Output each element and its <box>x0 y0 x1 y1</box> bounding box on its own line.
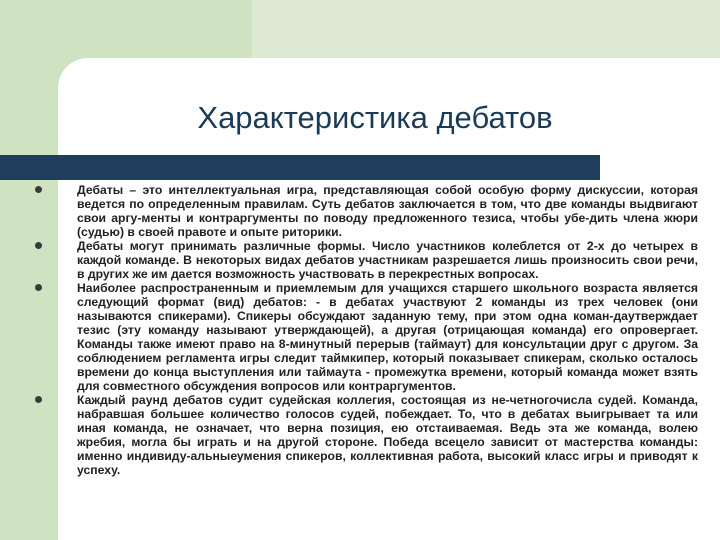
bullet-text: Наиболее распространенным и приемлемым для учащихся старшего школьного возраста является следующий формат (вид) дебатов: - в дебатах участвуют 2 команды из трех человек (они называются спикерами). Спикеры обсуждают заданную тему, при этом одна коман-даутверждает тезис (эту команду называют утверждающей), а другая (отрицающая команда) его опровергает. Команды также имеют право на 8-минутный перерыв (таймаут) для консультации друг с другом. За соблюдением регламента игры следит таймкипер, который показывает спикерам, сколько осталось времени до конца выступления или таймаута - промежутка времени, который команда может взять для совместного обсуждения вопросов или контраргументов. <box>77 281 698 393</box>
list-item <box>35 183 698 239</box>
list-item <box>35 239 698 281</box>
bullet-text: Дебаты – это интеллектуальная игра, представляющая собой особую форму дискуссии, которая ведется по определенным правилам. Суть дебатов заключается в том, что две команды выдвигают свои аргу-менты и контраргументы по поводу предложенного тезиса, чтобы убе-дить члена жюри (судью) в своей правоте и опыте риторики. <box>77 183 698 239</box>
bullet-dot-icon <box>35 284 42 291</box>
slide-title: Характеристика дебатов <box>197 100 553 135</box>
bullet-text: Дебаты могут принимать различные формы. Число участников колеблется от 2-х до четырех в каждой команде. В некоторых видах дебатов участникам разрешается лишь произносить свои речи, в других же им дается возможность участвовать в перекрестных вопросах. <box>77 239 698 281</box>
bullet-list <box>35 183 698 477</box>
list-item <box>35 281 698 393</box>
title-underline-bar <box>0 155 600 180</box>
bullet-text: Каждый раунд дебатов судит судейская коллегия, состоящая из не-четногочисла судей. Команда, набравшая большее количество голосов судей, побеждает. То, что в дебатах выигрывает та или иная команда, не означает, что верна позиция, ею отстаиваемая. Ведь эта же команда, волею жребия, могла бы играть и на другой стороне. Победа всецело зависит от мастерства команды: именно индивиду-альныеумения спикеров, коллективная работа, высокий класс игры и приводят к успеху. <box>77 393 698 477</box>
bullet-dot-icon <box>35 396 42 403</box>
bullet-dot-icon <box>35 242 42 249</box>
list-item <box>35 393 698 477</box>
bullet-dot-icon <box>35 186 42 193</box>
